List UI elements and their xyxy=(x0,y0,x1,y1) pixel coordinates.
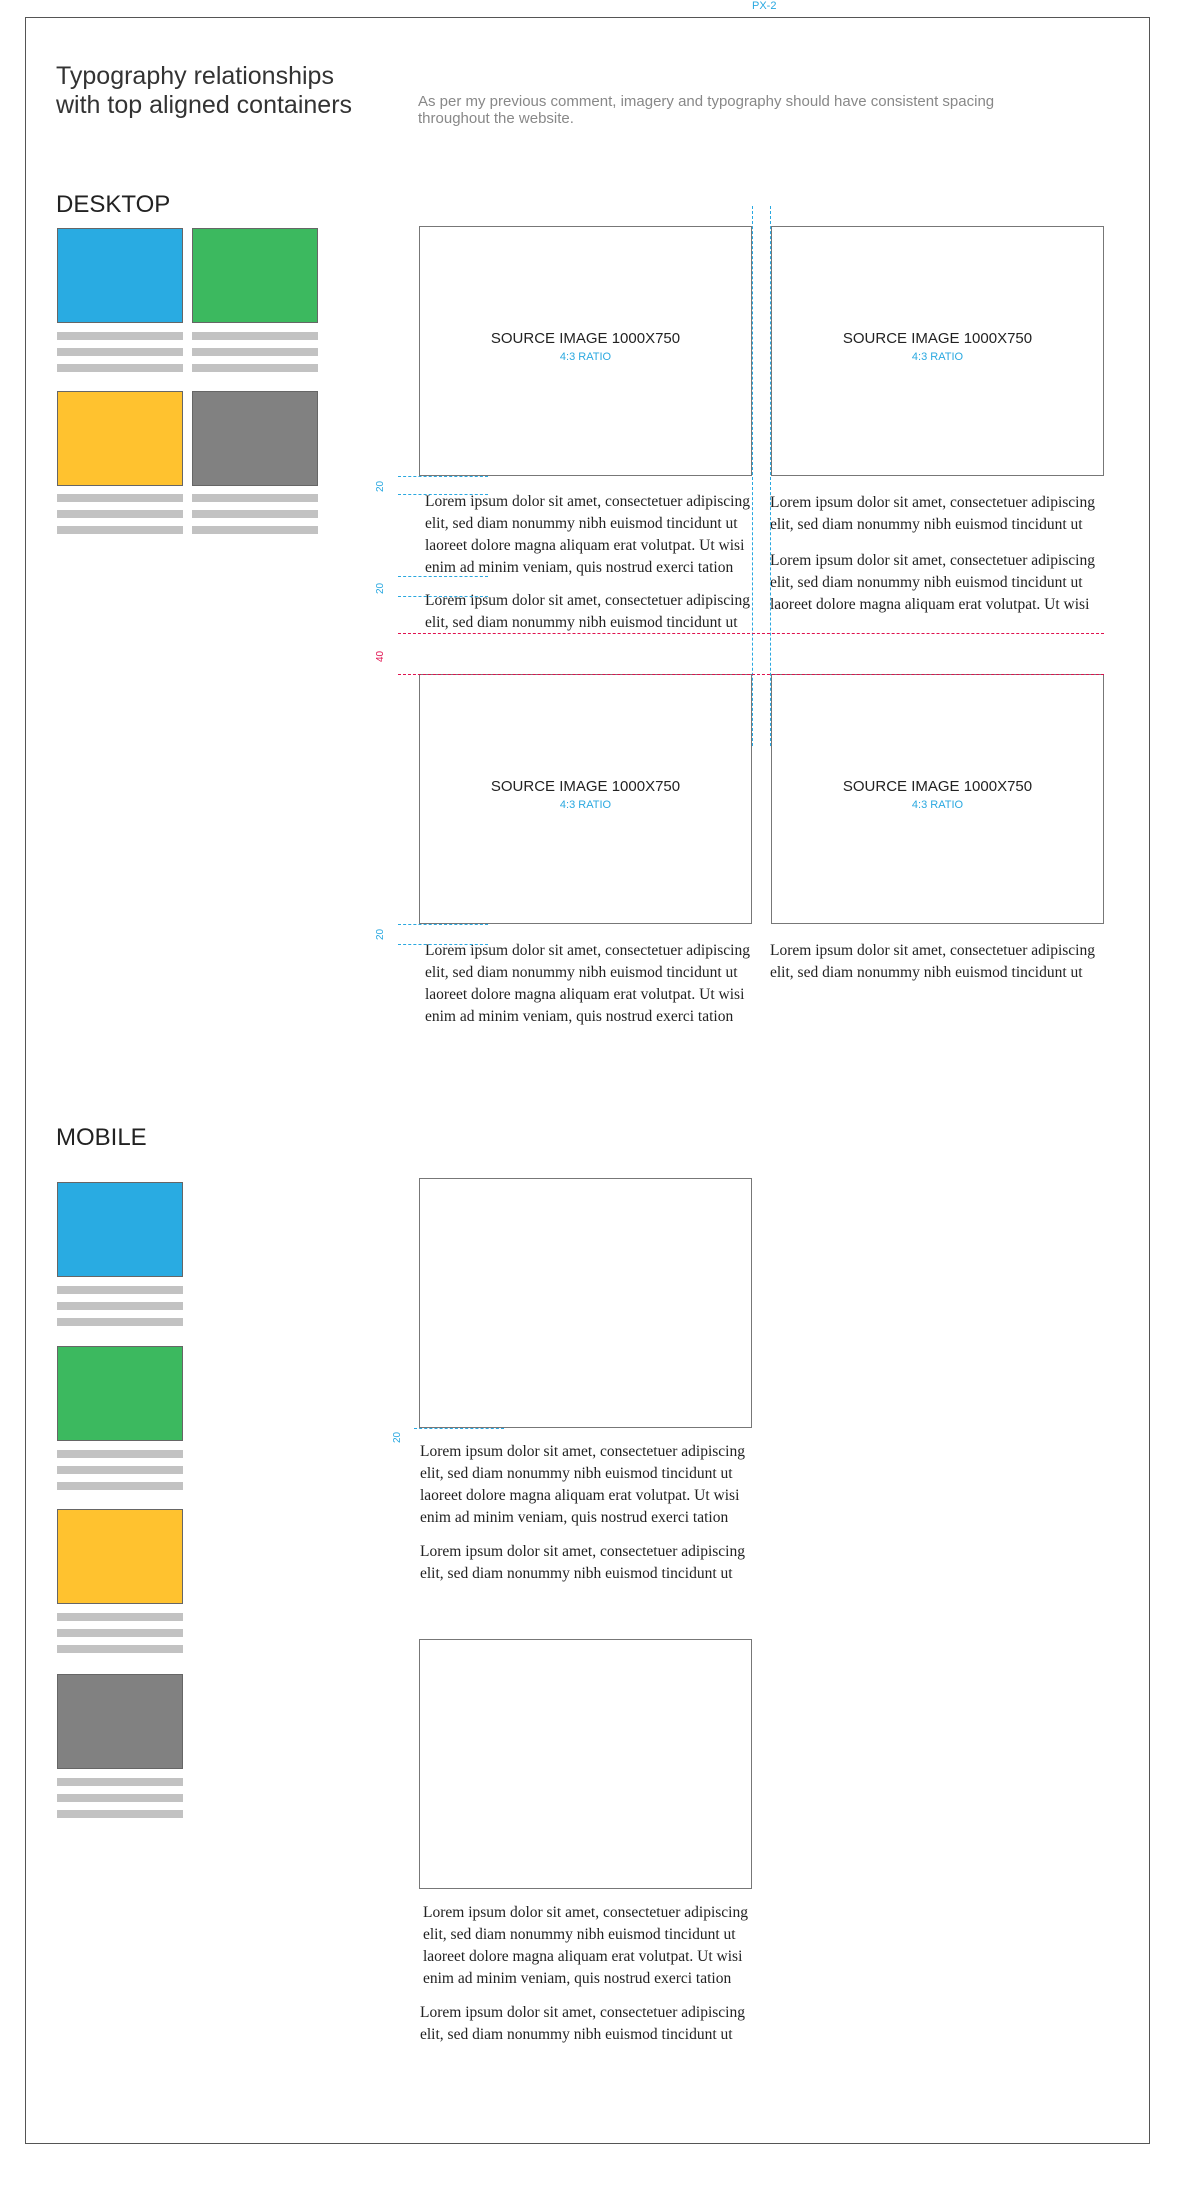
thumb-grey xyxy=(57,1674,183,1769)
body-paragraph: Lorem ipsum dolor sit amet, consectetuer adipiscing elit, sed diam nonummy nibh euismod tincidunt ut xyxy=(420,1543,745,1582)
thumb-yellow xyxy=(57,1509,183,1604)
column-guide xyxy=(752,206,753,746)
spacing-guide xyxy=(414,1428,504,1429)
body-paragraph: Lorem ipsum dolor sit amet, consectetuer adipiscing elit, sed diam nonummy nibh euismod tincidunt ut laoreet dolore magna aliquam erat volutpat. Ut wisi enim ad minim veniam, quis nostrud exerci tation xyxy=(423,1904,748,1987)
thumb-green xyxy=(192,228,318,323)
image-ratio: 4:3 RATIO xyxy=(559,351,612,363)
body-paragraph: Lorem ipsum dolor sit amet, consectetuer adipiscing elit, sed diam nonummy nibh euismod tincidunt ut laoreet dolore magna aliquam erat volutpat. Ut wisi enim ad minim veniam, quis nostrud exerci tation xyxy=(425,493,750,576)
body-paragraph: Lorem ipsum dolor sit amet, consectetuer adipiscing elit, sed diam nonummy nibh euismod tincidunt ut laoreet dolore magna aliquam erat volutpat. Ut wisi enim ad minim veniam, quis nostrud exerci tation xyxy=(425,942,750,1025)
body-paragraph: Lorem ipsum dolor sit amet, consectetuer adipiscing elit, sed diam nonummy nibh euismod tincidunt ut xyxy=(770,494,1095,533)
image-ratio: 4:3 RATIO xyxy=(911,799,964,811)
mobile-heading: MOBILE xyxy=(56,1124,147,1151)
body-paragraph: Lorem ipsum dolor sit amet, consectetuer adipiscing elit, sed diam nonummy nibh euismod tincidunt ut xyxy=(420,2004,745,2043)
text-placeholder-bar xyxy=(57,1778,183,1786)
artboard-marker: PX-2 xyxy=(752,0,777,12)
image-label: SOURCE IMAGE 1000X750 xyxy=(842,778,1033,795)
text-placeholder-bar xyxy=(57,364,183,372)
text-placeholder-bar xyxy=(57,1613,183,1621)
source-image-box xyxy=(771,226,1104,476)
text-placeholder-bar xyxy=(57,510,183,518)
text-placeholder-bar xyxy=(57,494,183,502)
text-placeholder-bar xyxy=(57,1302,183,1310)
text-placeholder-bar xyxy=(192,348,318,356)
text-placeholder-bar xyxy=(57,1482,183,1490)
thumb-green xyxy=(57,1346,183,1441)
source-image-box xyxy=(419,226,752,476)
body-paragraph: Lorem ipsum dolor sit amet, consectetuer adipiscing elit, sed diam nonummy nibh euismod tincidunt ut xyxy=(425,592,750,631)
text-placeholder-bar xyxy=(57,1318,183,1326)
row-gap-guide xyxy=(398,633,1104,634)
text-placeholder-bar xyxy=(57,1645,183,1653)
page-title: Typography relationships with top aligned containers xyxy=(56,62,353,119)
mobile-image-box xyxy=(419,1178,752,1428)
text-placeholder-bar xyxy=(192,332,318,340)
image-label: SOURCE IMAGE 1000X750 xyxy=(842,330,1033,347)
text-placeholder-bar xyxy=(192,526,318,534)
text-placeholder-bar xyxy=(192,364,318,372)
text-placeholder-bar xyxy=(192,510,318,518)
spacing-value: 20 xyxy=(392,1431,403,1443)
text-placeholder-bar xyxy=(57,1466,183,1474)
text-placeholder-bar xyxy=(192,494,318,502)
mobile-image-box xyxy=(419,1639,752,1889)
body-paragraph: Lorem ipsum dolor sit amet, consectetuer adipiscing elit, sed diam nonummy nibh euismod tincidunt ut laoreet dolore magna aliquam erat volutpat. Ut wisi xyxy=(770,552,1095,613)
body-paragraph: Lorem ipsum dolor sit amet, consectetuer adipiscing elit, sed diam nonummy nibh euismod tincidunt ut laoreet dolore magna aliquam erat volutpat. Ut wisi enim ad minim veniam, quis nostrud exerci tation xyxy=(420,1443,745,1526)
text-placeholder-bar xyxy=(57,1629,183,1637)
source-image-box xyxy=(771,674,1104,924)
spacing-guide xyxy=(398,944,488,945)
row-gap-value: 40 xyxy=(375,650,386,662)
text-placeholder-bar xyxy=(57,348,183,356)
page-description: As per my previous comment, imagery and typography should have consistent spacing throughout the website. xyxy=(418,93,995,127)
desktop-heading: DESKTOP xyxy=(56,191,171,218)
spacing-value: 20 xyxy=(375,928,386,940)
thumb-yellow xyxy=(57,391,183,486)
thumb-blue xyxy=(57,1182,183,1277)
text-placeholder-bar xyxy=(57,332,183,340)
spacing-guide xyxy=(398,576,488,577)
spacing-guide xyxy=(398,494,488,495)
column-guide xyxy=(770,206,771,746)
text-placeholder-bar xyxy=(57,1286,183,1294)
spacing-guide xyxy=(398,476,488,477)
thumb-grey xyxy=(192,391,318,486)
spacing-guide xyxy=(398,924,488,925)
image-label: SOURCE IMAGE 1000X750 xyxy=(490,778,681,795)
spacing-value: 20 xyxy=(375,582,386,594)
body-paragraph: Lorem ipsum dolor sit amet, consectetuer adipiscing elit, sed diam nonummy nibh euismod tincidunt ut xyxy=(770,942,1095,981)
text-placeholder-bar xyxy=(57,526,183,534)
thumb-blue xyxy=(57,228,183,323)
text-placeholder-bar xyxy=(57,1794,183,1802)
spacing-value: 20 xyxy=(375,480,386,492)
spacing-guide xyxy=(398,596,488,597)
image-ratio: 4:3 RATIO xyxy=(559,799,612,811)
source-image-box xyxy=(419,674,752,924)
text-placeholder-bar xyxy=(57,1450,183,1458)
row-gap-guide xyxy=(398,674,1104,675)
text-placeholder-bar xyxy=(57,1810,183,1818)
image-label: SOURCE IMAGE 1000X750 xyxy=(490,330,681,347)
image-ratio: 4:3 RATIO xyxy=(911,351,964,363)
